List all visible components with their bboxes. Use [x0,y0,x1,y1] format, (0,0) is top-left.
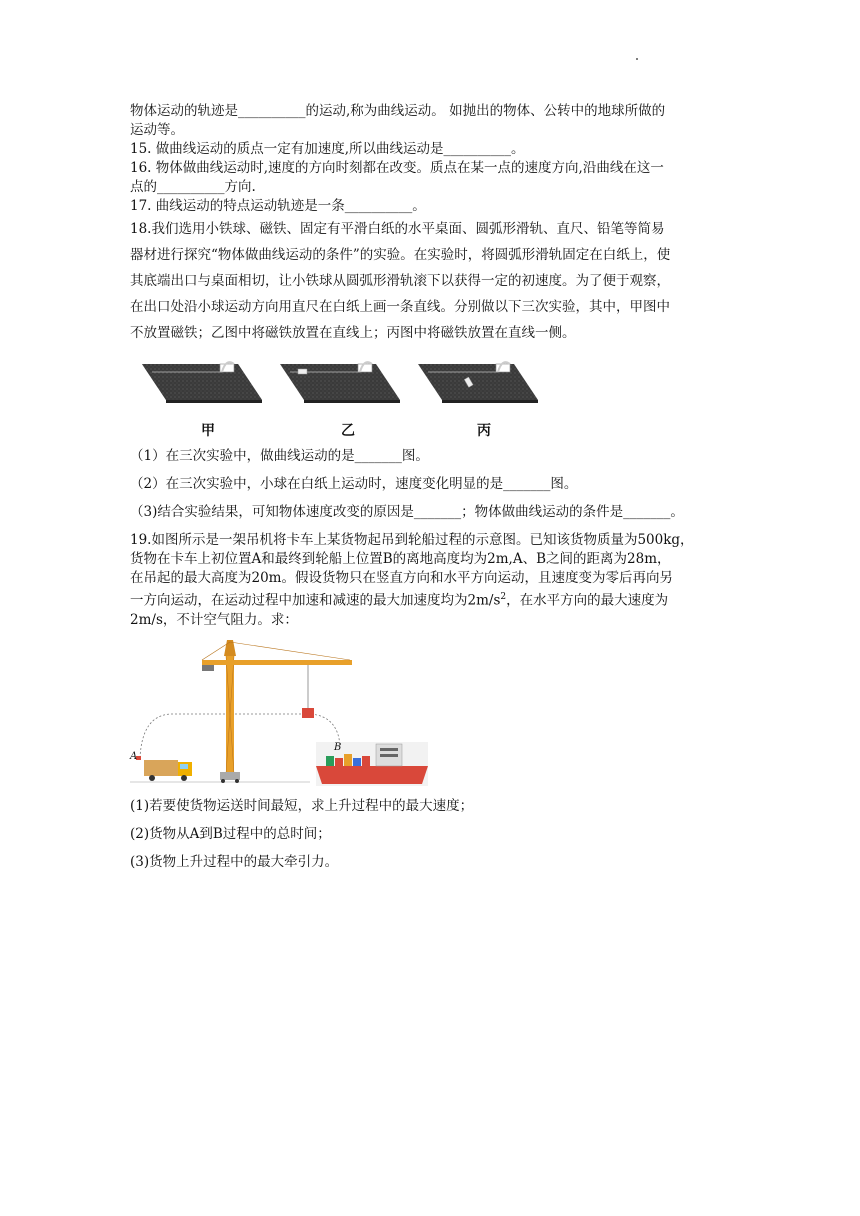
text-segment: 一方向运动，在运动过程中加速和减速的最大加速度均为2m/s [130,592,501,609]
question-19-sub1: (1)若要使货物运送时间最短，求上升过程中的最大速度； [130,797,474,814]
question-16-line1: 16. 物体做曲线运动时,速度的方向时刻都在改变。质点在某一点的速度方向,沿曲线在这一 [130,160,664,176]
text-line: 18.我们选用小铁球、磁铁、固定有平滑白纸的水平桌面、圆弧形滑轨、直尺、铅笔等简易 [130,221,665,237]
document-page [130,102,730,872]
question-17: 17. 曲线运动的特点运动轨迹是一条__________。 [130,198,426,214]
page-mark [636,58,638,60]
point-b-label: B [334,741,342,753]
figure-label-yi: 乙 [341,423,355,439]
question-16-line2: 点的__________方向. [130,179,256,195]
text-line: 在出口处沿小球运动方向用直尺在白纸上画一条直线。分别做以下三次实验，其中，甲图中 [130,299,670,315]
text-line: 器材进行探究“物体做曲线运动的条件”的实验。在实验时，将圆弧形滑轨固定在白纸上，使 [130,247,671,263]
crane-illustration [130,638,430,788]
figure-label-jia: 甲 [201,423,215,439]
table-panel-jia [142,360,262,420]
text-line: 19.如图所示是一架吊机将卡车上某货物起吊到轮船过程的示意图。已知该货物质量为500kg， [130,532,694,548]
text-line: 运动等。 [130,122,184,138]
question-18-sub1: （1）在三次实验中，做曲线运动的是_______图。 [130,448,429,464]
point-a-label: A [130,750,138,762]
question-19-sub3: (3)货物上升过程中的最大牵引力。 [130,853,339,870]
text-line: 其底端出口与桌面相切，让小铁球从圆弧形滑轨滚下以获得一定的初速度。为了便于观察， [130,273,670,289]
superscript: 2 [500,592,507,602]
text-line: 2m/s，不计空气阻力。求： [130,611,298,628]
text-line: 不放置磁铁；乙图中将磁铁放置在直线上；丙图中将磁铁放置在直线一侧。 [130,325,576,341]
question-18-text [130,216,730,346]
text-line: 物体运动的轨迹是__________的运动,称为曲线运动。 如抛出的物体、公转中的地球所做的 [130,103,666,119]
experiment-figure [130,360,730,438]
text-line: 货物在卡车上初位置A和最终到轮船上位置B的离地高度均为2m,A、B之间的距离为28m， [130,551,671,567]
question-18-sub3: （3)结合实验结果，可知物体速度改变的原因是_______；物体做曲线运动的条件是_______。 [130,504,684,520]
text-line: 在吊起的最大高度为20m。假设货物只在竖直方向和水平方向运动，且速度变为零后再向另 [130,570,673,586]
table-panel-yi [280,360,400,420]
text-line [130,588,730,611]
question-19-sub2: (2)货物从A到B过程中的总时间； [130,825,331,842]
question-19-text [130,531,730,630]
question-15: 15. 做曲线运动的质点一定有加速度,所以曲线运动是__________。 [130,141,525,157]
table-panel-bing [418,360,538,420]
text-segment: ，在水平方向的最大速度为 [506,592,669,609]
crane-figure [130,638,430,788]
figure-label-bing: 丙 [477,423,491,439]
question-18-sub2: （2）在三次实验中，小球在白纸上运动时，速度变化明显的是_______图。 [130,476,578,492]
